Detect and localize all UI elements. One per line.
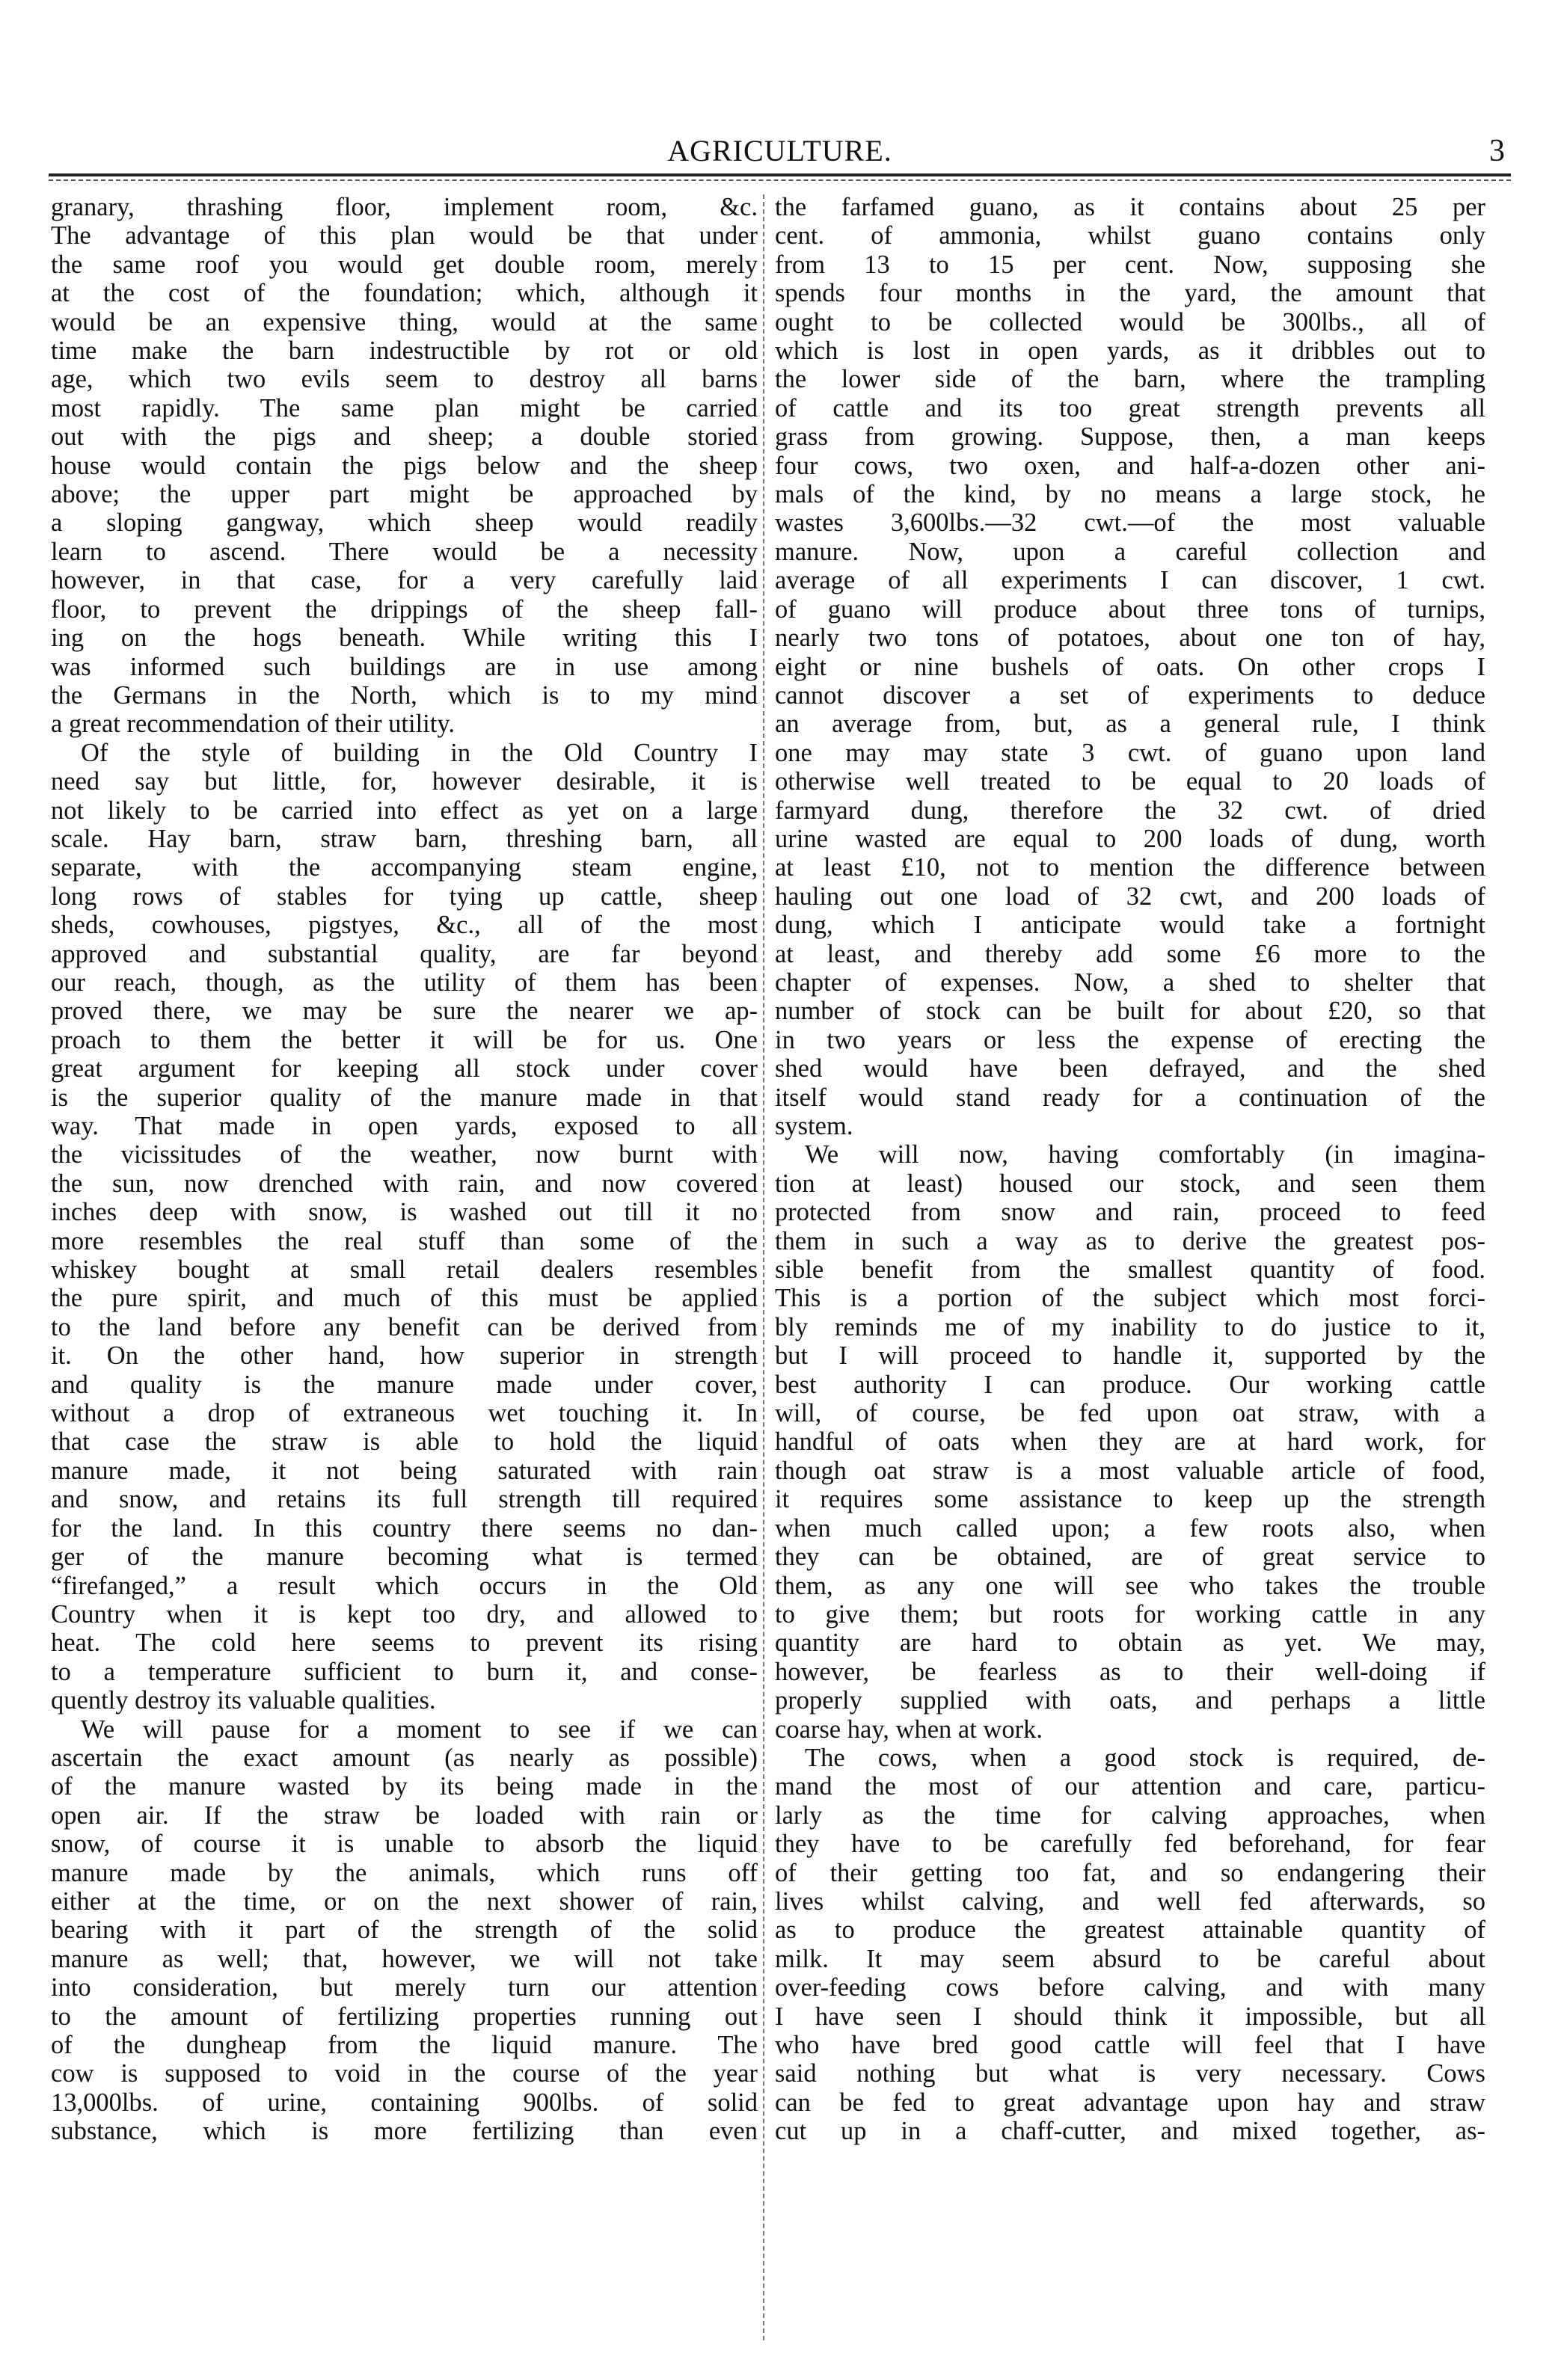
- text-line: into consideration, but merely turn our attention: [51, 1973, 758, 2002]
- text-line: inches deep with snow, is washed out till it no: [51, 1198, 758, 1227]
- text-line: it. On the other hand, how superior in strength: [51, 1341, 758, 1371]
- text-line: sheds, cowhouses, pigstyes, &c., all of the most: [51, 911, 758, 940]
- text-line: manure made by the animals, which runs off: [51, 1858, 758, 1887]
- text-line: substance, which is more fertilizing than even: [51, 2117, 758, 2146]
- text-line: ought to be collected would be 300lbs., all of: [775, 307, 1485, 336]
- text-line: cannot discover a set of experiments to deduce: [775, 680, 1485, 710]
- text-line: time make the barn indestructible by rot or old: [51, 336, 758, 366]
- text-line: of their getting too fat, and so endangering their: [775, 1858, 1485, 1887]
- text-line: milk. It may seem absurd to be careful about: [775, 1944, 1485, 1973]
- text-line: separate, with the accompanying steam engine,: [51, 853, 758, 882]
- text-line: We will now, having comfortably (in imagina-: [805, 1140, 1485, 1169]
- text-line: at least £10, not to mention the difference between: [775, 853, 1485, 882]
- column-divider: [763, 194, 764, 2340]
- text-line: cent. of ammonia, whilst guano contains only: [775, 221, 1485, 250]
- text-line: them in such a way as to derive the greatest pos-: [775, 1226, 1485, 1255]
- text-line: 13,000lbs. of urine, containing 900lbs. of solid: [51, 2088, 758, 2117]
- text-line: the farfamed guano, as it contains about 25 per: [775, 193, 1485, 221]
- text-line: larly as the time for calving approaches, when: [775, 1801, 1485, 1830]
- text-line: floor, to prevent the drippings of the sheep fall-: [51, 594, 758, 624]
- text-line: of cattle and its too great strength prevents all: [775, 393, 1485, 422]
- header-rule-dashed: [49, 179, 1511, 181]
- text-line: ing on the hogs beneath. While writing this I: [51, 624, 758, 653]
- text-line: tion at least) housed our stock, and seen them: [775, 1169, 1485, 1198]
- text-line: granary, thrashing floor, implement room, &c.: [51, 193, 758, 221]
- text-line: though oat straw is a most valuable article of food,: [775, 1456, 1485, 1485]
- text-line: would be an expensive thing, would at the same: [51, 307, 758, 336]
- text-line: age, which two evils seem to destroy all barns: [51, 365, 758, 394]
- text-line: as to produce the greatest attainable quantity of: [775, 1916, 1485, 1945]
- text-line: to the land before any benefit can be derived from: [51, 1312, 758, 1341]
- text-line: more resembles the real stuff than some of the: [51, 1226, 758, 1255]
- text-line: Country when it is kept too dry, and allowed to: [51, 1599, 758, 1629]
- text-line: coarse hay, when at work.: [775, 1715, 1043, 1744]
- text-line: quently destroy its valuable qualities.: [51, 1686, 436, 1715]
- text-line: out with the pigs and sheep; a double storied: [51, 422, 758, 452]
- text-line: snow, of course it is unable to absorb the liquid: [51, 1830, 758, 1859]
- text-line: which is lost in open yards, as it dribbles out to: [775, 336, 1485, 366]
- text-line: open air. If the straw be loaded with rain or: [51, 1801, 758, 1830]
- text-line: This is a portion of the subject which most forci-: [775, 1284, 1485, 1313]
- text-line: of the manure wasted by its being made in the: [51, 1772, 758, 1801]
- text-line: most rapidly. The same plan might be carried: [51, 393, 758, 422]
- text-line: otherwise well treated to be equal to 20 loads of: [775, 767, 1485, 796]
- text-line: number of stock can be built for about £20, so that: [775, 997, 1485, 1026]
- text-line: scale. Hay barn, straw barn, threshing barn, all: [51, 824, 758, 853]
- text-line: a sloping gangway, which sheep would readily: [51, 508, 758, 538]
- text-line: four cows, two oxen, and half-a-dozen other ani-: [775, 451, 1485, 480]
- text-line: one may may state 3 cwt. of guano upon land: [775, 738, 1485, 767]
- text-line: the vicissitudes of the weather, now burnt with: [51, 1140, 758, 1169]
- header-rule: [49, 173, 1511, 176]
- text-line: cow is supposed to void in the course of the year: [51, 2059, 758, 2088]
- text-line: is the superior quality of the manure made in that: [51, 1083, 758, 1112]
- text-line: whiskey bought at small retail dealers resembles: [51, 1255, 758, 1285]
- text-line: manure as well; that, however, we will not take: [51, 1944, 758, 1973]
- text-line: however, in that case, for a very carefully laid: [51, 566, 758, 595]
- text-line: of guano will produce about three tons of turnips,: [775, 594, 1485, 624]
- text-line: without a drop of extraneous wet touching it. In: [51, 1399, 758, 1428]
- text-line: approved and substantial quality, are far beyond: [51, 939, 758, 968]
- text-line: long rows of stables for tying up cattle, sheep: [51, 882, 758, 911]
- text-line: sible benefit from the smallest quantity of food.: [775, 1255, 1485, 1285]
- text-line: to the amount of fertilizing properties running out: [51, 2002, 758, 2031]
- text-line: of the dungheap from the liquid manure. The: [51, 2031, 758, 2059]
- text-line: grass from growing. Suppose, then, a man keeps: [775, 422, 1485, 452]
- text-line: spends four months in the yard, the amount that: [775, 279, 1485, 308]
- text-line: at the cost of the foundation; which, although it: [51, 279, 758, 308]
- text-line: proved there, we may be sure the nearer we ap-: [51, 997, 758, 1026]
- text-line: wastes 3,600lbs.—32 cwt.—of the most valuable: [775, 508, 1485, 538]
- text-line: The cows, when a good stock is required, de-: [805, 1743, 1485, 1772]
- text-line: an average from, but, as a general rule, I think: [775, 710, 1485, 739]
- text-line: hauling out one load of 32 cwt, and 200 loads of: [775, 882, 1485, 911]
- text-line: great argument for keeping all stock under cover: [51, 1054, 758, 1083]
- text-line: need say but little, for, however desirable, it is: [51, 767, 758, 796]
- text-line: they have to be carefully fed beforehand, for fear: [775, 1830, 1485, 1859]
- text-line: from 13 to 15 per cent. Now, supposing she: [775, 250, 1485, 279]
- text-line: mand the most of our attention and care, particu-: [775, 1772, 1485, 1801]
- text-line: the Germans in the North, which is to my mind: [51, 680, 758, 710]
- text-line: manure made, it not being saturated with rain: [51, 1456, 758, 1485]
- text-line: lives whilst calving, and well fed afterwards, so: [775, 1887, 1485, 1916]
- text-line: The advantage of this plan would be that under: [51, 221, 758, 250]
- text-line: average of all experiments I can discover, 1 cwt.: [775, 566, 1485, 595]
- text-line: farmyard dung, therefore the 32 cwt. of dried: [775, 796, 1485, 825]
- text-line: not likely to be carried into effect as yet on a large: [51, 796, 758, 825]
- text-line: nearly two tons of potatoes, about one ton of hay,: [775, 624, 1485, 653]
- text-line: proach to them the better it will be for us. One: [51, 1025, 758, 1054]
- text-line: heat. The cold here seems to prevent its rising: [51, 1629, 758, 1658]
- text-line: our reach, though, as the utility of them has been: [51, 968, 758, 997]
- text-line: to give them; but roots for working cattle in any: [775, 1599, 1485, 1629]
- text-line: quantity are hard to obtain as yet. We may,: [775, 1629, 1485, 1658]
- text-line: best authority I can produce. Our working cattle: [775, 1370, 1485, 1399]
- running-head: AGRICULTURE.: [667, 134, 892, 167]
- text-line: house would contain the pigs below and the sheep: [51, 451, 758, 480]
- text-line: dung, which I anticipate would take a fortnight: [775, 911, 1485, 940]
- text-line: and quality is the manure made under cover,: [51, 1370, 758, 1399]
- text-line: to a temperature sufficient to burn it, and conse-: [51, 1657, 758, 1686]
- text-line: and snow, and retains its full strength till required: [51, 1485, 758, 1514]
- text-line: the pure spirit, and much of this must be applied: [51, 1284, 758, 1313]
- page-number: 3: [1489, 134, 1505, 168]
- text-line: system.: [775, 1112, 853, 1140]
- text-line: I have seen I should think it impossible, but all: [775, 2002, 1485, 2031]
- text-line: mals of the kind, by no means a large stock, he: [775, 480, 1485, 509]
- text-line: We will pause for a moment to see if we can: [81, 1715, 758, 1744]
- text-line: “firefanged,” a result which occurs in the Old: [51, 1571, 758, 1600]
- text-line: over-feeding cows before calving, and with many: [775, 1973, 1485, 2002]
- right-column: [775, 193, 1485, 2146]
- text-line: it requires some assistance to keep up the strength: [775, 1485, 1485, 1514]
- text-line: when much called upon; a few roots also, when: [775, 1513, 1485, 1543]
- text-line: learn to ascend. There would be a necessity: [51, 537, 758, 566]
- text-line: was informed such buildings are in use among: [51, 652, 758, 681]
- text-line: way. That made in open yards, exposed to all: [51, 1112, 758, 1140]
- text-line: ascertain the exact amount (as nearly as possible): [51, 1743, 758, 1772]
- text-line: who have bred good cattle will feel that I have: [775, 2031, 1485, 2059]
- text-line: the same roof you would get double room, merely: [51, 250, 758, 279]
- text-line: them, as any one will see who takes the trouble: [775, 1571, 1485, 1600]
- text-line: will, of course, be fed upon oat straw, with a: [775, 1399, 1485, 1428]
- text-line: they can be obtained, are of great service to: [775, 1543, 1485, 1572]
- text-line: however, be fearless as to their well-doing if: [775, 1657, 1485, 1686]
- text-line: properly supplied with oats, and perhaps a little: [775, 1686, 1485, 1715]
- text-line: said nothing but what is very necessary. Cows: [775, 2059, 1485, 2088]
- text-line: the lower side of the barn, where the trampling: [775, 365, 1485, 394]
- text-line: itself would stand ready for a continuation of the: [775, 1083, 1485, 1112]
- text-line: cut up in a chaff-cutter, and mixed together, as-: [775, 2117, 1485, 2146]
- text-line: at least, and thereby add some £6 more to the: [775, 939, 1485, 968]
- text-line: a great recommendation of their utility.: [51, 710, 455, 739]
- text-line: bearing with it part of the strength of the solid: [51, 1916, 758, 1945]
- text-line: manure. Now, upon a careful collection and: [775, 537, 1485, 566]
- text-line: Of the style of building in the Old Country I: [81, 738, 758, 767]
- text-line: bly reminds me of my inability to do justice to it,: [775, 1312, 1485, 1341]
- text-line: eight or nine bushels of oats. On other crops I: [775, 652, 1485, 681]
- text-line: for the land. In this country there seems no dan-: [51, 1513, 758, 1543]
- text-line: that case the straw is able to hold the liquid: [51, 1427, 758, 1457]
- text-line: either at the time, or on the next shower of rain,: [51, 1887, 758, 1916]
- text-line: shed would have been defrayed, and the shed: [775, 1054, 1485, 1083]
- page-header: [49, 133, 1511, 178]
- text-line: can be fed to great advantage upon hay and straw: [775, 2088, 1485, 2117]
- text-line: urine wasted are equal to 200 loads of dung, worth: [775, 824, 1485, 853]
- text-line: but I will proceed to handle it, supported by the: [775, 1341, 1485, 1371]
- text-line: the sun, now drenched with rain, and now covered: [51, 1169, 758, 1198]
- text-line: above; the upper part might be approached by: [51, 480, 758, 509]
- text-line: ger of the manure becoming what is termed: [51, 1543, 758, 1572]
- text-line: handful of oats when they are at hard work, for: [775, 1427, 1485, 1457]
- left-column: [51, 193, 758, 2146]
- text-line: chapter of expenses. Now, a shed to shelter that: [775, 968, 1485, 997]
- text-line: protected from snow and rain, proceed to feed: [775, 1198, 1485, 1227]
- text-line: in two years or less the expense of erecting the: [775, 1025, 1485, 1054]
